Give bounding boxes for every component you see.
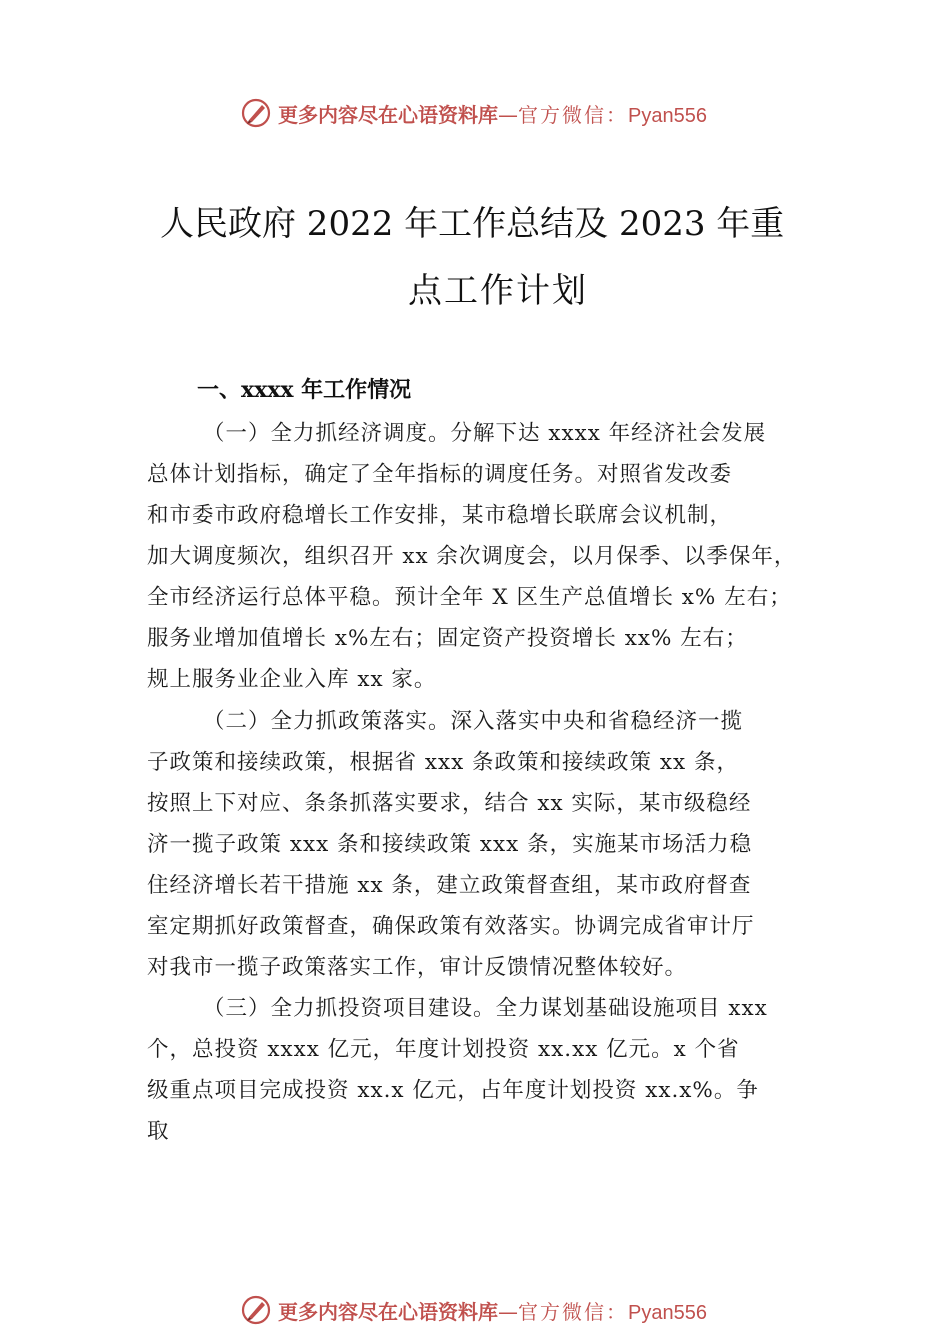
text-line: 级重点项目完成投资 xx.x 亿元，占年度计划投资 xx.x%。争 <box>147 1078 759 1103</box>
banner-text <box>278 1296 707 1325</box>
pen-logo-icon <box>240 97 272 129</box>
text-line: （一）全力抓经济调度。分解下达 xxxx 年经济社会发展 <box>203 421 767 446</box>
text-line: 室定期抓好政策督查，确保政策有效落实。协调完成省审计厅 <box>147 914 755 939</box>
text-line: 个，总投资 xxxx 亿元，年度计划投资 xx.xx 亿元。x 个省 <box>147 1037 740 1062</box>
text-line: 按照上下对应、条条抓落实要求，结合 xx 实际，某市级稳经 <box>147 791 752 816</box>
bottom-banner <box>0 1290 950 1330</box>
text-line: 子政策和接续政策，根据省 xxx 条政策和接续政策 xx 条， <box>147 750 739 775</box>
page-title-line1: 人民政府 2022 年工作总结及 2023 年重 <box>160 204 785 244</box>
top-banner <box>0 93 950 133</box>
banner-wechat-label: 官方微信： <box>518 1300 628 1324</box>
text-line: 和市委市政府稳增长工作安排，某市稳增长联席会议机制， <box>147 503 733 528</box>
banner-separator: — <box>498 103 518 127</box>
text-line: 全市经济运行总体平稳。预计全年 X 区生产总值增长 x% 左右； <box>147 585 792 610</box>
section-heading: 一、xxxx 年工作情况 <box>197 377 412 403</box>
banner-brand: 更多内容尽在心语资料库 <box>278 1300 498 1324</box>
text-line: 加大调度频次，组织召开 xx 余次调度会，以月保季、以季保年， <box>147 544 797 569</box>
page-title-line2: 点工作计划 <box>408 271 588 311</box>
text-line: 住经济增长若干措施 xx 条，建立政策督查组，某市政府督查 <box>147 873 752 898</box>
text-line: 济一揽子政策 xxx 条和接续政策 xxx 条，实施某市场活力稳 <box>147 832 753 857</box>
banner-wechat-label: 官方微信： <box>518 103 628 127</box>
banner-wechat-id: Pyan556 <box>628 105 707 127</box>
text-line: 取 <box>147 1119 170 1144</box>
text-line: 服务业增加值增长 x%左右；固定资产投资增长 xx% 左右； <box>147 626 748 651</box>
text-line: 规上服务业企业入库 xx 家。 <box>147 667 437 692</box>
banner-text <box>278 99 707 128</box>
pen-logo-icon <box>240 1294 272 1326</box>
text-line: （二）全力抓政策落实。深入落实中央和省稳经济一揽 <box>203 709 744 734</box>
banner-separator: — <box>498 1300 518 1324</box>
banner-wechat-id: Pyan556 <box>628 1302 707 1324</box>
banner-brand: 更多内容尽在心语资料库 <box>278 103 498 127</box>
text-line: 总体计划指标，确定了全年指标的调度任务。对照省发改委 <box>147 462 733 487</box>
text-line: 对我市一揽子政策落实工作，审计反馈情况整体较好。 <box>147 955 688 980</box>
text-line: （三）全力抓投资项目建设。全力谋划基础设施项目 xxx <box>203 996 768 1021</box>
